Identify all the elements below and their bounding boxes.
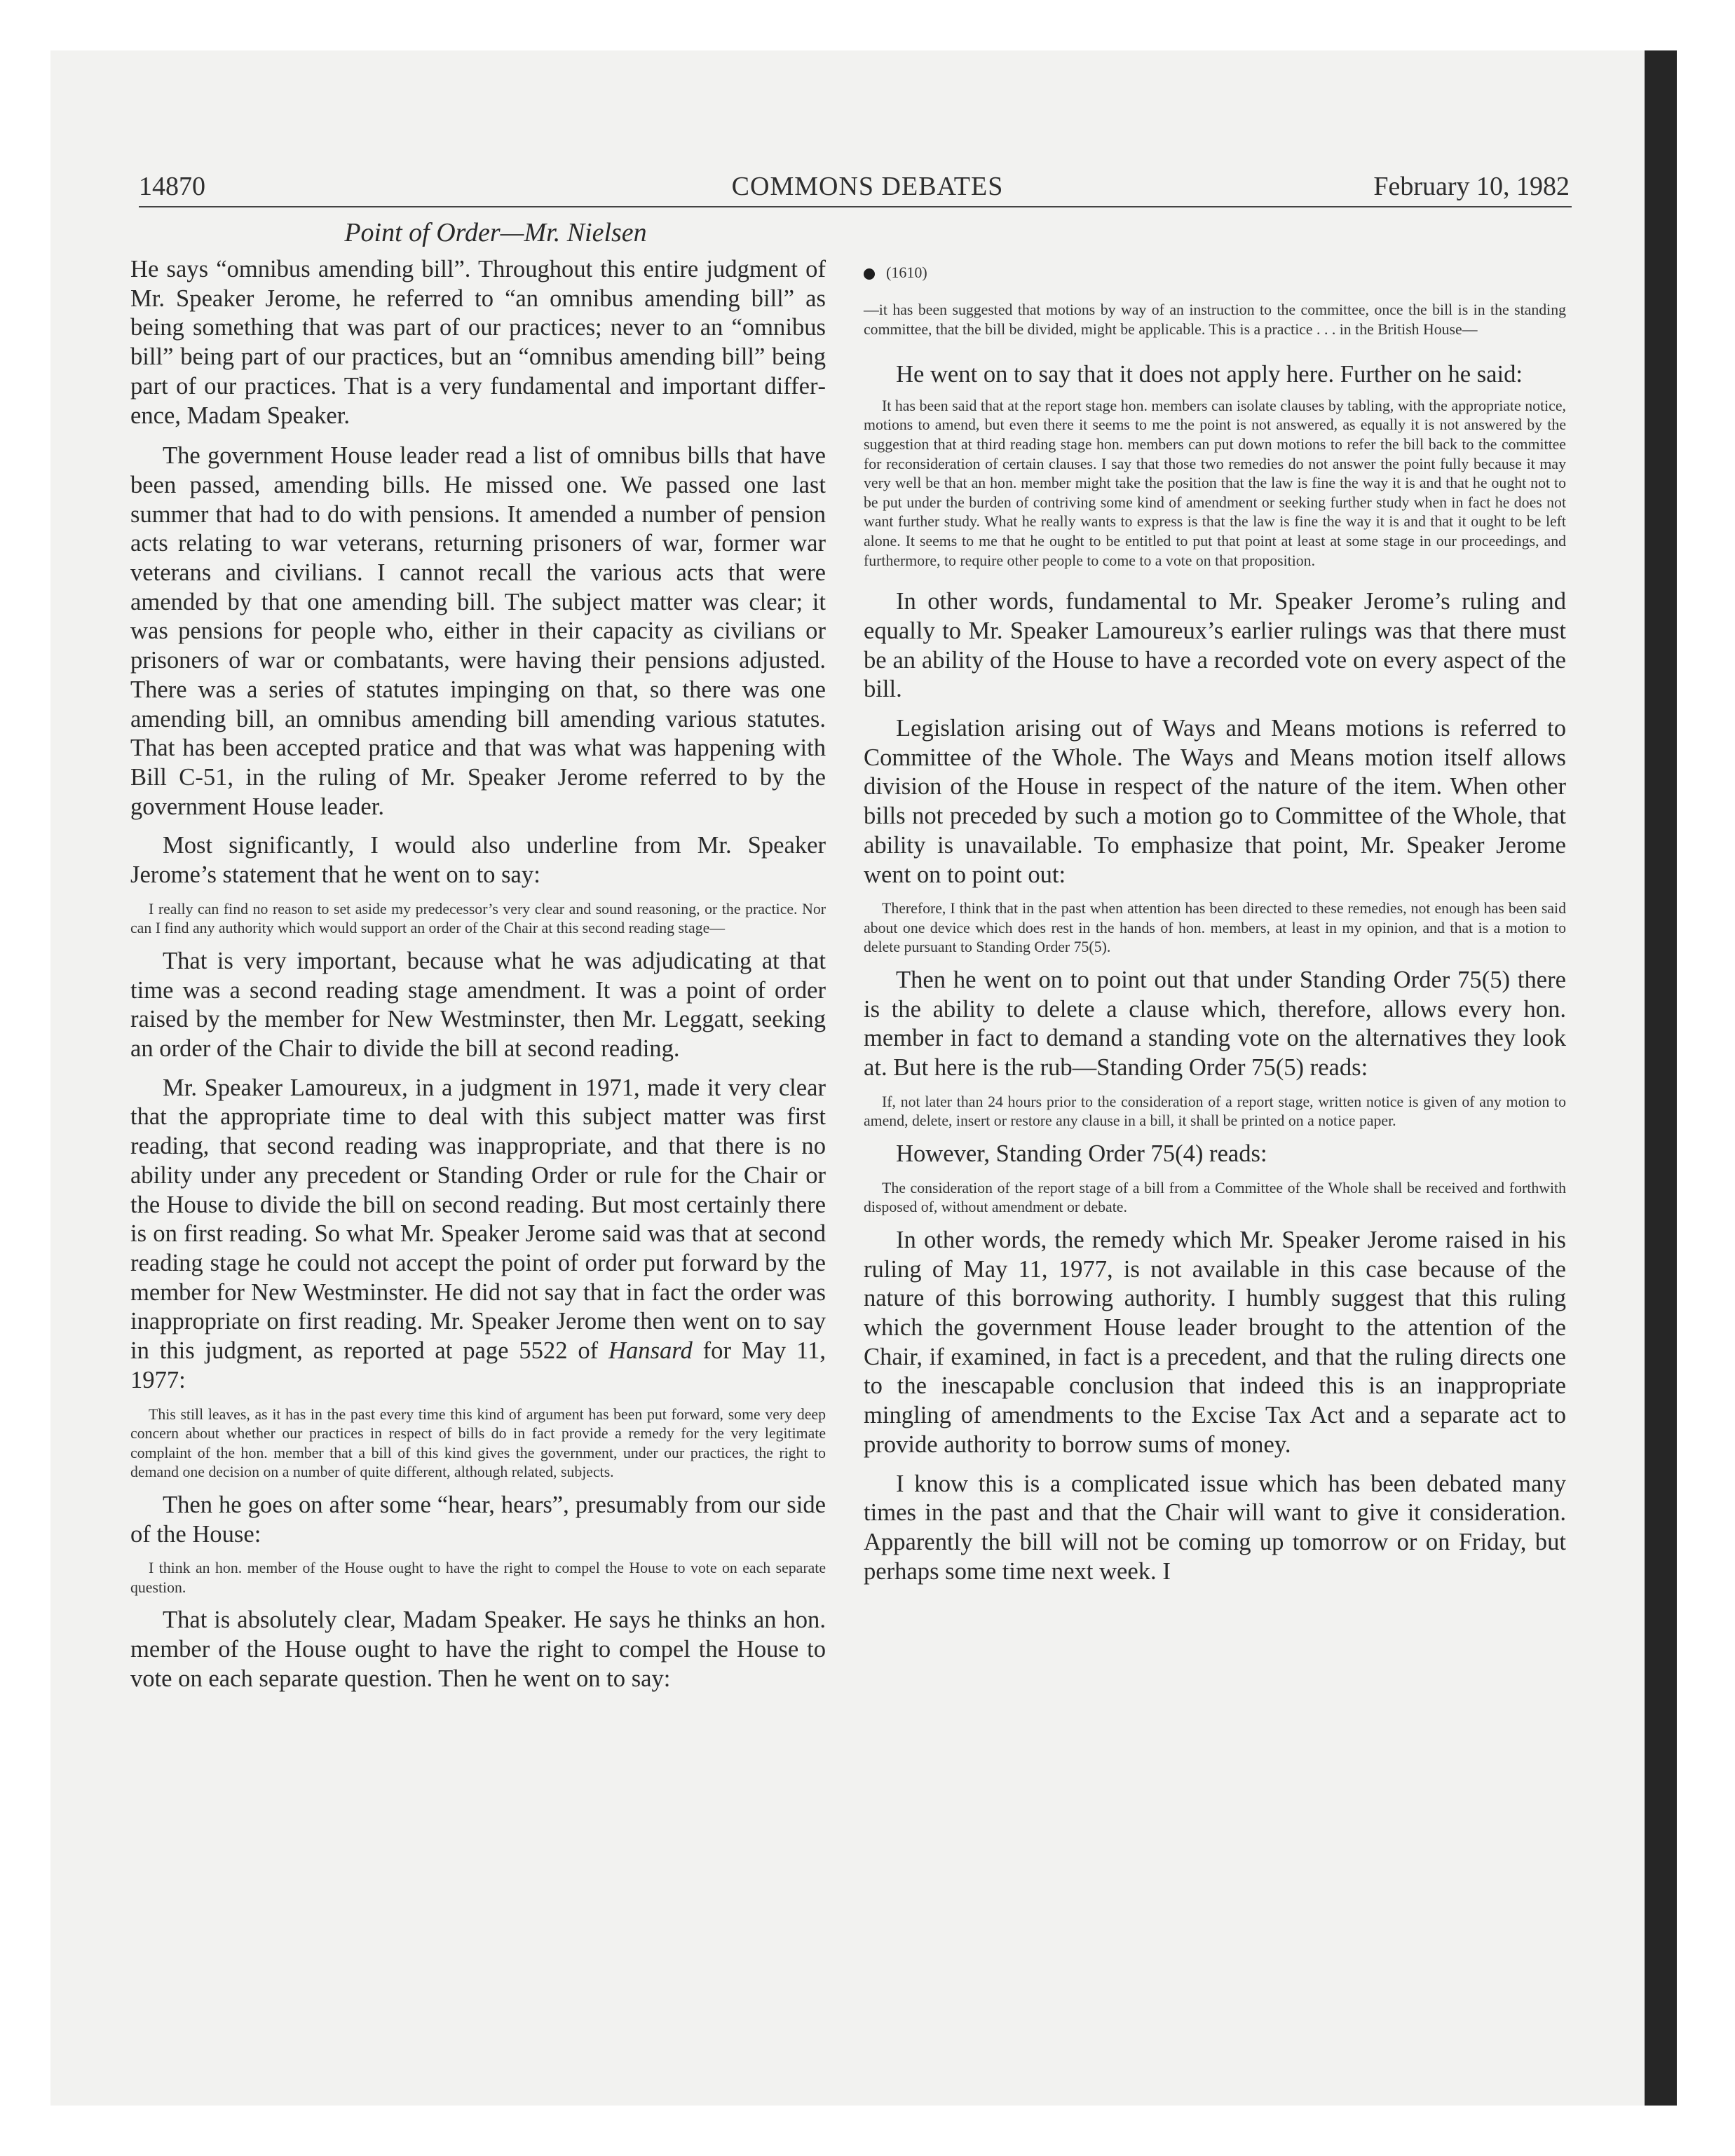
block-quote: Therefore, I think that in the past when attention has been directed to these remedies, not enough has been said about one device which does rest in the hands of hon. members, at least in my opinion, and that is a motion to delete pursuant to Standing Order 75(5).: [864, 900, 1566, 956]
paragraph: Legislation arising out of Ways and Means motions is referred to Committee of the Whole. The Ways and Means motion itself allows division of the House in respect of the nature of the item. When other bills not preceded by such a motion go to Committee of the Whole, that ability is unavailable. To emphasize that point, Mr. Speaker Jerome went on to point out:: [864, 715, 1566, 888]
paragraph: The government House leader read a list of omnibus bills that have been passed, amending bills. He missed one. We passed one last summer that had to do with pensions. It amended a number of pension acts relating to war veterans, returning prisoners of war, former war veterans and civilians. I cannot recall the various acts that were amended by that one amending bill. The subject matter was clear; it was pensions for people who, either in their capacity as civilians or prisoners of war or combatants, were having their pensions adjusted. There was a series of statutes impinging on that, so there was one amending bill, an omnibus amending bill amending various statutes. That has been accepted pratice and that was what was happening with Bill C-51, in the ruling of Mr. Speaker Jerome referred to by the government House leader.: [130, 442, 826, 820]
right-column: [864, 217, 1566, 1596]
running-title: COMMONS DEBATES: [731, 172, 1004, 201]
block-quote: It has been said that at the report stage hon. members can isolate clauses by tabling, with the appropriate notice, motions to amend, but even there it seems to me the point is not answered, as equally it is not answered by the suggestion that at third reading stage hon. members can put down motions to refer the bill back to the committee for reconsideration of certain clauses. I say that those two remedies do not answer the point fully because it may very well be that an hon. member might take the position that the law is fine the way it is and that he ought not to be put under the burden of contriving some kind of amendment or seeking further study when in fact he does not want further study. What he really wants to express is that the law is fine the way it is and that it ought to be left alone. It seems to me that he ought to be entitled to put that point at least at some stage in our proceedings, and furthermore, to require other people to come to a vote on that proposition.: [864, 397, 1566, 569]
page-date: February 10, 1982: [1373, 172, 1570, 201]
bullet-icon: [864, 268, 875, 280]
paragraph: Then he goes on after some “hear, hears”, presumably from our side of the House:: [130, 1491, 826, 1548]
paragraph: That is absolutely clear, Madam Speaker. He says he thinks an hon. member of the House ought to have the right to compel the House to vote on each separate question. Then he went on to say:: [130, 1606, 826, 1692]
paragraph: In other words, fundamental to Mr. Speaker Jerome’s ruling and equally to Mr. Speaker Lamoureux’s earlier rulings was that there must be an ability of the House to have a recorded vote on every aspect of the bill.: [864, 588, 1566, 703]
block-quote: This still leaves, as it has in the past every time this kind of argument has been put forward, some very deep concern about whether our practices in respect of bills do in fact provide a remedy for the very legitimate complaint of the hon. member that a bill of this kind gives the government, under our practices, the right to demand one decision on a number of quite different, although related, subjects.: [130, 1405, 826, 1481]
paragraph: That is very important, because what he was adjudicating at that time was a second reading stage amendment. It was a point of order raised by the member for New Westminster, then Mr. Leggatt, seeking an order of the Chair to divide the bill at second reading.: [130, 947, 826, 1063]
left-column: [130, 217, 826, 1704]
paragraph: However, Standing Order 75(4) reads:: [896, 1140, 1267, 1168]
paragraph: He went on to say that it does not apply here. Further on he said:: [896, 361, 1523, 388]
paragraph: He says “omnibus amending bill”. Throughout this entire judgment of Mr. Speaker Jerome, he referred to “an omnibus amending bill” as being something that was part of our practices; never to an “omnibus bill” being part of our practices, but an “omnibus amending bill” being part of our practices. That is a very fundamental and important difference, Madam Speaker.: [130, 256, 826, 429]
time-stamp: [864, 263, 1566, 282]
paragraph: Then he went on to point out that under Standing Order 75(5) there is the ability to delete a clause which, therefore, allows every hon. member in fact to demand a standing vote on the alternatives they look at. But here is the rub—Standing Order 75(5) reads:: [864, 967, 1566, 1082]
block-quote: I think an hon. member of the House ought to have the right to compel the House to vote on each separate question.: [130, 1560, 826, 1596]
block-quote: If, not later than 24 hours prior to the consideration of a report stage, written notice is given of any motion to amend, delete, insert or restore any clause in a bill, it shall be printed on a notice paper.: [864, 1093, 1566, 1130]
block-quote: The consideration of the report stage of a bill from a Committee of the Whole shall be received and forthwith disposed of, without amendment or debate.: [864, 1179, 1566, 1216]
paragraph: I know this is a complicated issue which has been debated many times in the past and that the Chair will want to give it consideration. Apparently the bill will not be coming up tomorrow or on Friday, but perhaps some time next week. I: [864, 1470, 1566, 1585]
paragraph-text: Mr. Speaker Lamoureux, in a judgment in 1971, made it very clear that the appropriate time to deal with this subject matter was first reading, that second reading was inappropriate, and that there is no ability under any precedent or Standing Order or rule for the Chair or the House to divide the bill on second reading. But most certainly there is on first reading. So what Mr. Speaker Jerome said was that at second reading stage he could not accept the point of order put forward by the member for New Westminster. He did not say that in fact the order was inappropriate on first reading. Mr. Speaker Jerome then went on to say in this judgment, as reported at page 5522 of: [130, 1074, 826, 1365]
paragraph: In other words, the remedy which Mr. Speaker Jerome raised in his ruling of May 11, 1977, is not available in this case because of the nature of this borrowing authority. I humbly suggest that this ruling which the government House leader brought to the attention of the Chair, if examined, in fact is a precedent, and that the ruling directs one to the inescapable conclusion that indeed this is an inappropriate mingling of amendments to the Excise Tax Act and a separate act to provide authority to borrow sums of money.: [864, 1226, 1566, 1458]
time-stamp-text: (1610): [886, 264, 927, 281]
section-subheading: Point of Order—Mr. Nielsen: [344, 218, 647, 247]
scan-edge-shadow: [1645, 50, 1677, 2106]
paragraph: Most significantly, I would also underline from Mr. Speaker Jerome’s statement that he went on to say:: [130, 832, 826, 889]
header-rule: [139, 206, 1572, 207]
publication-title: Hansard: [608, 1337, 693, 1365]
block-quote: —it has been suggested that motions by way of an instruction to the committee, once the bill is in the standing committee, that the bill be divided, might be applicable. This is a practice . . . in the British House—: [864, 301, 1566, 338]
page-number: 14870: [139, 172, 205, 201]
paragraph-text: for May 11, 1977:: [130, 1337, 826, 1393]
paragraph: [130, 1074, 826, 1396]
block-quote: I really can find no reason to set aside my predecessor’s very clear and sound reasoning, or the practice. Nor can I find any authority which would support an order of the Chair at this second reading stage—: [130, 900, 826, 937]
